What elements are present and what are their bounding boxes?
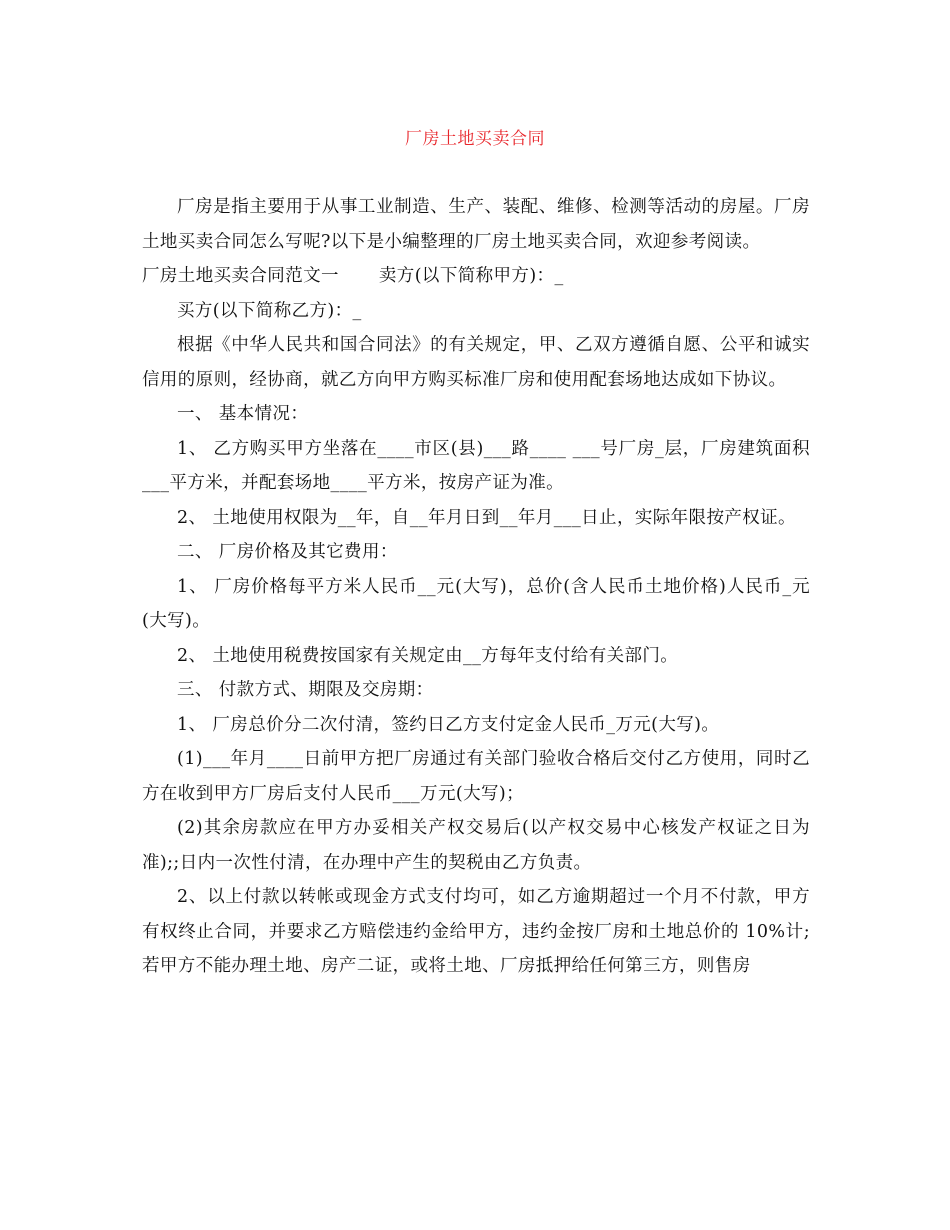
section-3-item-1b: (2)其余房款应在甲方办妥相关产权交易后(以产权交易中心核发产权证之日为准);;日内一次性付清，在办理中产生的契税由乙方负责。 [142,818,810,873]
section-1-item-2: 2、 土地使用权限为__年，自__年月日到__年月___日止，实际年限按产权证。 [177,507,796,528]
section-3-title: 三、 付款方式、期限及交房期： [177,680,434,700]
sample-heading: 厂房土地买卖合同范文一 [142,266,339,286]
buyer-line: 买方(以下简称乙方)：_ [177,300,362,321]
section-3-item-1: 1、 厂房总价分二次付清，签约日乙方支付定金人民币_万元(大写)。 [177,714,720,735]
section-3-item-2: 2、以上付款以转帐或现金方式支付均可，如乙方逾期超过一个月不付款，甲方有权终止合同，并要求乙方赔偿违约金给甲方，违约金按厂房和土地总价的 10%计;若甲方不能办理土地、房产二证，或将土地、厂房抵押给任何第三方，则售房 [142,887,810,976]
document-body [142,190,810,984]
intro-text: 厂房是指主要用于从事工业制造、生产、装配、维修、检测等活动的房屋。厂房土地买卖合同怎么写呢?以下是小编整理的厂房土地买卖合同，欢迎参考阅读。 [142,197,810,252]
intro-paragraph [142,190,810,259]
section-1-title: 一、 基本情况： [177,404,309,424]
sample-heading-line [142,259,810,294]
section-3-item-1a: (1)___年月____日前甲方把厂房通过有关部门验收合格后交付乙方使用，同时乙方在收到甲方厂房后支付人民币___万元(大写)； [142,749,810,804]
section-2-item-1: 1、 厂房价格每平方米人民币__元(大写)，总价(含人民币土地价格)人民币_元(大写)。 [142,576,810,631]
section-1-item-1: 1、 乙方购买甲方坐落在____市区(县)___路____ ___号厂房_层，厂房建筑面积___平方米，并配套场地____平方米，按房产证为准。 [142,438,810,493]
section-2-title: 二、 厂房价格及其它费用： [177,542,398,562]
section-2-item-2: 2、 土地使用税费按国家有关规定由__方每年支付给有关部门。 [177,645,679,666]
preamble-paragraph: 根据《中华人民共和国合同法》的有关规定，甲、乙双方遵循自愿、公平和诚实信用的原则，经协商，就乙方向甲方购买标准厂房和使用配套场地达成如下协议。 [142,335,810,390]
seller-line: 卖方(以下简称甲方)：_ [378,266,564,286]
document-title: 厂房土地买卖合同 [405,129,545,149]
